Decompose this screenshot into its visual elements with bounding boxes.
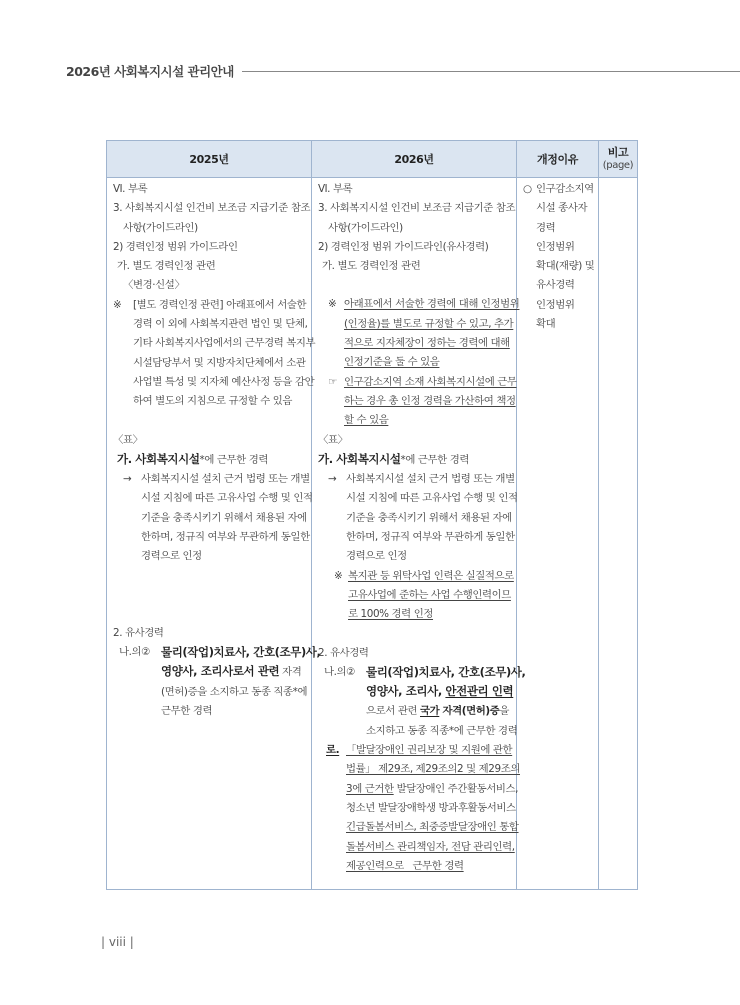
text-line: 제공인력으로 근무한 경력	[346, 859, 464, 872]
document-title: 2026년 사회복지시설 관리안내	[66, 64, 234, 79]
text-line: 확대	[536, 318, 556, 331]
text-line: 「발달장애인 권리보장 및 지원에 관한	[346, 744, 513, 757]
table-label: 〈표〉	[113, 433, 143, 446]
text-bold: 영양사, 조리사,	[366, 684, 446, 699]
arrow-block	[318, 470, 518, 566]
text-bold-underlined: 국가	[420, 705, 440, 718]
text-bold: 영양사, 조리사로서 관련	[161, 664, 280, 679]
col-header-2025: 2025년	[107, 141, 312, 178]
item-ga-title: 가. 사회복지시설	[117, 451, 200, 466]
text-line: 물리(작업)치료사, 간호(조무)사,	[161, 644, 321, 659]
text-span: 자격	[279, 666, 302, 679]
text-line: 한하며, 정규직 여부와 무관하게 동일한	[141, 531, 310, 544]
text-line: 사항(가이드라인)	[123, 221, 198, 234]
text-line: 하는 경우 총 인정 경력을 가산하여 책정	[344, 394, 516, 407]
col-header-2026: 2026년	[312, 141, 517, 178]
text-span: 을	[499, 705, 510, 718]
table-row	[107, 178, 638, 890]
note-block	[318, 295, 520, 372]
text-line: (면허)증을 소지하고 동종 직종*에	[161, 685, 308, 698]
text-line: 가. 별도 경력인정 관련	[322, 260, 421, 273]
text-line: 물리(작업)치료사, 간호(조무)사,	[366, 664, 526, 679]
text-line: 사회복지시설 설치 근거 법령 또는 개별	[346, 473, 515, 486]
text-line: 인정범위	[536, 240, 575, 253]
reference-mark: ※	[334, 569, 343, 582]
text-line: 하여 별도의 지침으로 규정할 수 있음	[133, 395, 293, 408]
text-line: 확대(재량) 및	[536, 260, 595, 273]
text-line: 청소년 발달장애학생 방과후활동서비스	[346, 801, 516, 814]
text-line: 유사경력	[536, 279, 575, 292]
text-line: 시설 종사자	[536, 202, 588, 215]
text-line: 돌봄서비스 관리책임자, 전담 관리인력,	[346, 840, 515, 853]
text-line: 경력	[536, 221, 556, 234]
text-line: 인정기준을 둘 수 있음	[344, 356, 440, 369]
item-ga-suffix: *에 근무한 경력	[199, 453, 268, 466]
text-line: 법률」 제29조, 제29조의2 및 제29조의	[346, 763, 520, 776]
text-line: Ⅵ. 부록	[318, 183, 353, 195]
text-line: 시설 지침에 따른 고유사업 수행 및 인적	[346, 492, 518, 505]
item-na	[318, 663, 526, 741]
text-line: [별도 경력인정 관련] 아래표에서 서술한	[133, 298, 307, 311]
text-line: 아래표에서 서술한 경력에 대해 인정범위	[344, 298, 520, 311]
text-line: 인정범위	[536, 298, 575, 311]
reason-block	[523, 180, 595, 334]
text-line: (인정율)를 별도로 규정할 수 있고, 추가	[344, 317, 514, 330]
text-line: 인구감소지역 소재 사회복지시설에 근무	[344, 375, 517, 388]
item-ga-title: 가. 사회복지시설	[318, 451, 401, 466]
text-span-underlined: 3에 근거한	[346, 782, 394, 795]
text-bold: 자격(면허)증	[439, 705, 500, 718]
change-tag: 〈변경·신설〉	[123, 279, 185, 292]
note2-block	[318, 567, 514, 625]
table-label: 〈표〉	[318, 433, 348, 446]
reference-mark: ※	[328, 298, 337, 311]
cell-reason	[517, 178, 599, 890]
text-line: 사회복지시설 설치 근거 법령 또는 개별	[141, 473, 310, 486]
section-heading: 2. 유사경력	[113, 626, 164, 639]
text-line: 3. 사회복지시설 인건비 보조금 지급기준 참조	[318, 202, 516, 215]
text-line: 3. 사회복지시설 인건비 보조금 지급기준 참조	[113, 202, 311, 215]
item-ga	[113, 450, 305, 470]
text-line: 경력으로 인정	[141, 550, 202, 563]
text-span: 으로서 관련	[366, 705, 420, 718]
text-line: 소지하고 동종 직종*에 근무한 경력	[366, 724, 518, 737]
text-line: 한하며, 정규직 여부와 무관하게 동일한	[346, 531, 515, 544]
text-line: 시설담당부서 및 지방자치단체에서 소관	[133, 356, 306, 369]
text-line: 복지관 등 위탁사업 인력은 실질적으로	[348, 569, 514, 582]
arrow-block	[113, 470, 313, 566]
text-bold-underlined: 안전관리 인력	[445, 684, 514, 699]
item-ro	[318, 741, 520, 876]
text-line: 2) 경력인정 범위 가이드라인	[113, 240, 238, 253]
hand-note-block	[318, 373, 517, 431]
item-na-mark: 나.의②	[119, 645, 151, 658]
item-na	[113, 643, 321, 721]
arrow-icon: →	[123, 473, 132, 486]
item-ro-mark: 로.	[326, 744, 340, 757]
cell-2025	[107, 178, 321, 890]
item-ga	[318, 450, 510, 470]
item-na-mark: 나.의②	[324, 665, 356, 678]
text-line: 기준을 충족시키기 위해서 채용된 자에	[346, 511, 512, 524]
running-header	[66, 62, 740, 80]
note-block	[113, 296, 316, 412]
text-line: Ⅵ. 부록	[113, 183, 148, 195]
text-line: 인구감소지역	[536, 183, 594, 195]
text-line: 경력 이 외에 사회복지관련 법인 및 단체,	[133, 318, 308, 331]
text-line: 시설 지침에 따른 고유사업 수행 및 인적	[141, 492, 313, 505]
text-line: 로 100% 경력 인정	[348, 608, 434, 621]
cell-2026	[312, 178, 526, 890]
table-header-row	[107, 141, 638, 178]
item-ga-suffix: *에 근무한 경력	[400, 453, 469, 466]
arrow-icon: →	[328, 473, 337, 486]
text-line: 사항(가이드라인)	[328, 221, 403, 234]
text-span: 발달장애인 주간활동서비스,	[393, 782, 519, 795]
page-number: | viii |	[101, 935, 134, 949]
col-header-reason: 개정이유	[517, 141, 599, 178]
text-line: 긴급돌봄서비스, 최중증발달장애인 통합	[346, 821, 519, 834]
text-line: 기타 사회복지사업에서의 근무경력 복지부	[133, 337, 316, 350]
text-line: 적으로 지자체장이 정하는 경력에 대해	[344, 337, 510, 350]
text-line: 기준을 충족시키기 위해서 채용된 자에	[141, 511, 307, 524]
text-line: 경력으로 인정	[346, 550, 407, 563]
cell-note	[599, 178, 638, 890]
text-line: 가. 별도 경력인정 관련	[117, 260, 216, 273]
reference-mark: ※	[113, 298, 122, 311]
text-line: 고유사업에 준하는 사업 수행인력이므	[348, 588, 511, 601]
circle-bullet-icon: ○	[523, 183, 532, 195]
note-header-sub: (page)	[602, 160, 634, 171]
note-header-label: 비고	[607, 146, 629, 159]
col-header-note	[599, 141, 638, 178]
text-line: 2) 경력인정 범위 가이드라인(유사경력)	[318, 240, 489, 253]
header-rule	[242, 71, 740, 72]
section-heading: 2. 유사경력	[318, 646, 369, 659]
text-line: 사업별 특성 및 지자체 예산사정 등을 감안	[133, 375, 315, 388]
text-line: 근무한 경력	[161, 704, 213, 717]
pointing-hand-icon: ☞	[328, 375, 337, 388]
comparison-table	[106, 140, 638, 890]
text-line: 할 수 있음	[344, 414, 389, 427]
